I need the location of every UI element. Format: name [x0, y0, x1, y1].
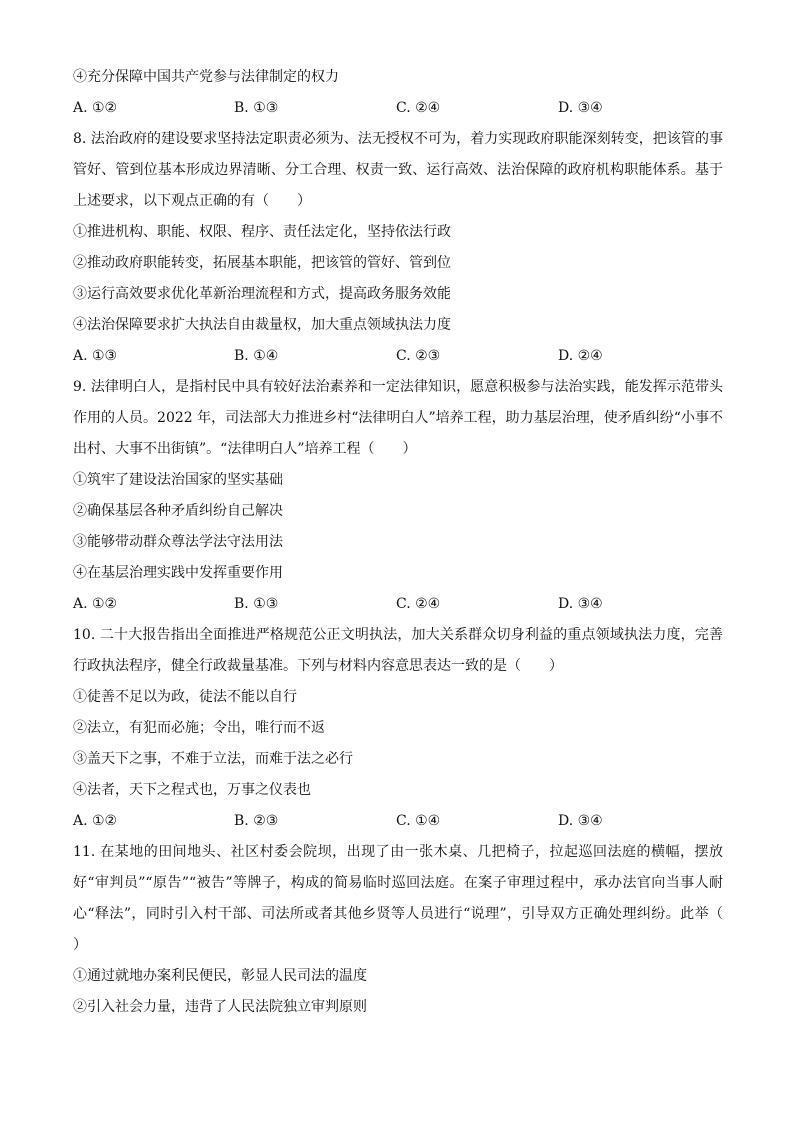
q8-statement-2: ②推动政府职能转变，拓展基本职能，把该管的管好、管到位 — [73, 255, 451, 271]
q10-statement-1: ①徒善不足以为政，徒法不能以自行 — [73, 689, 297, 705]
q8-options — [73, 341, 723, 372]
q10-options — [73, 806, 723, 837]
q9-option-b[interactable]: B. ①③ — [234, 596, 279, 612]
q9-option-c[interactable]: C. ②④ — [396, 596, 441, 612]
q11-statement-2: ②引入社会力量，违背了人民法院独立审判原则 — [73, 999, 367, 1015]
exam-content — [73, 62, 751, 1023]
q9-statement-2: ②确保基层各种矛盾纠纷自己解决 — [73, 503, 283, 519]
q10-stem: 10. 二十大报告指出全面推进严格规范公正文明执法，加大关系群众切身利益的重点领域执法力度，完善行政执法程序，健全行政裁量基准。下列与材料内容意思表达一致的是（ ） — [73, 627, 723, 674]
q10-option-c[interactable]: C. ①④ — [396, 813, 441, 829]
q10-statement-2: ②法立，有犯而必施；令出，唯行而不返 — [73, 720, 325, 736]
q9-statement-3: ③能够带动群众尊法学法守法用法 — [73, 534, 283, 550]
q10-option-d[interactable]: D. ③④ — [558, 813, 603, 829]
q7-option-a[interactable]: A. ①② — [73, 100, 118, 116]
q7-option-c[interactable]: C. ②④ — [396, 100, 441, 116]
q9-stem: 9. 法律明白人，是指村民中具有较好法治素养和一定法律知识，愿意积极参与法治实践，能发挥示范带头作用的人员。2022 年，司法部大力推进乡村“法律明白人”培养工程，助力基层治理，使矛盾纠纷“小事不出村、大事不出街镇”。“法律明白人”培养工程（ ） — [73, 379, 723, 457]
q9-statement-1: ①筑牢了建设法治国家的坚实基础 — [73, 472, 283, 488]
q11-stem: 11. 在某地的田间地头、社区村委会院坝，出现了由一张木桌、几把椅子，拉起巡回法庭的横幅，摆放好“审判员”“原告”“被告”等牌子，构成的简易临时巡回法庭。在案子审理过程中，承办法官向当事人耐心“释法”，同时引入村干部、司法所或者其他乡贤等人员进行“说理”，引导双方正确处理纠纷。此举（ ） — [73, 844, 751, 953]
q8-statement-4: ④法治保障要求扩大执法自由裁量权，加大重点领域执法力度 — [73, 317, 451, 333]
q9-statement-4: ④在基层治理实践中发挥重要作用 — [73, 565, 283, 581]
q10-option-a[interactable]: A. ①② — [73, 813, 118, 829]
q8-option-c[interactable]: C. ②③ — [396, 348, 441, 364]
q7-options — [73, 93, 723, 124]
q8-statement-3: ③运行高效要求优化革新治理流程和方式，提高政务服务效能 — [73, 286, 451, 302]
q7-option-b[interactable]: B. ①③ — [234, 100, 279, 116]
q9-option-a[interactable]: A. ①② — [73, 596, 118, 612]
q8-option-a[interactable]: A. ①③ — [73, 348, 118, 364]
q7-statement-4: ④充分保障中国共产党参与法律制定的权力 — [73, 69, 339, 85]
q8-statement-1: ①推进机构、职能、权限、程序、责任法定化，坚持依法行政 — [73, 224, 451, 240]
q9-option-d[interactable]: D. ③④ — [558, 596, 603, 612]
q10-statement-3: ③盖天下之事，不难于立法，而难于法之必行 — [73, 751, 353, 767]
q10-option-b[interactable]: B. ②③ — [234, 813, 279, 829]
q8-option-b[interactable]: B. ①④ — [234, 348, 279, 364]
q10-statement-4: ④法者，天下之程式也，万事之仪表也 — [73, 782, 311, 798]
q8-option-d[interactable]: D. ②④ — [558, 348, 603, 364]
q9-options — [73, 589, 723, 620]
q7-option-d[interactable]: D. ③④ — [558, 100, 603, 116]
q11-statement-1: ①通过就地办案利民便民，彰显人民司法的温度 — [73, 968, 367, 984]
q8-stem: 8. 法治政府的建设要求坚持法定职责必须为、法无授权不可为，着力实现政府职能深刻转变，把该管的事管好、管到位基本形成边界清晰、分工合理、权责一致、运行高效、法治保障的政府机构职能体系。基于上述要求，以下观点正确的有（ ） — [73, 131, 723, 209]
